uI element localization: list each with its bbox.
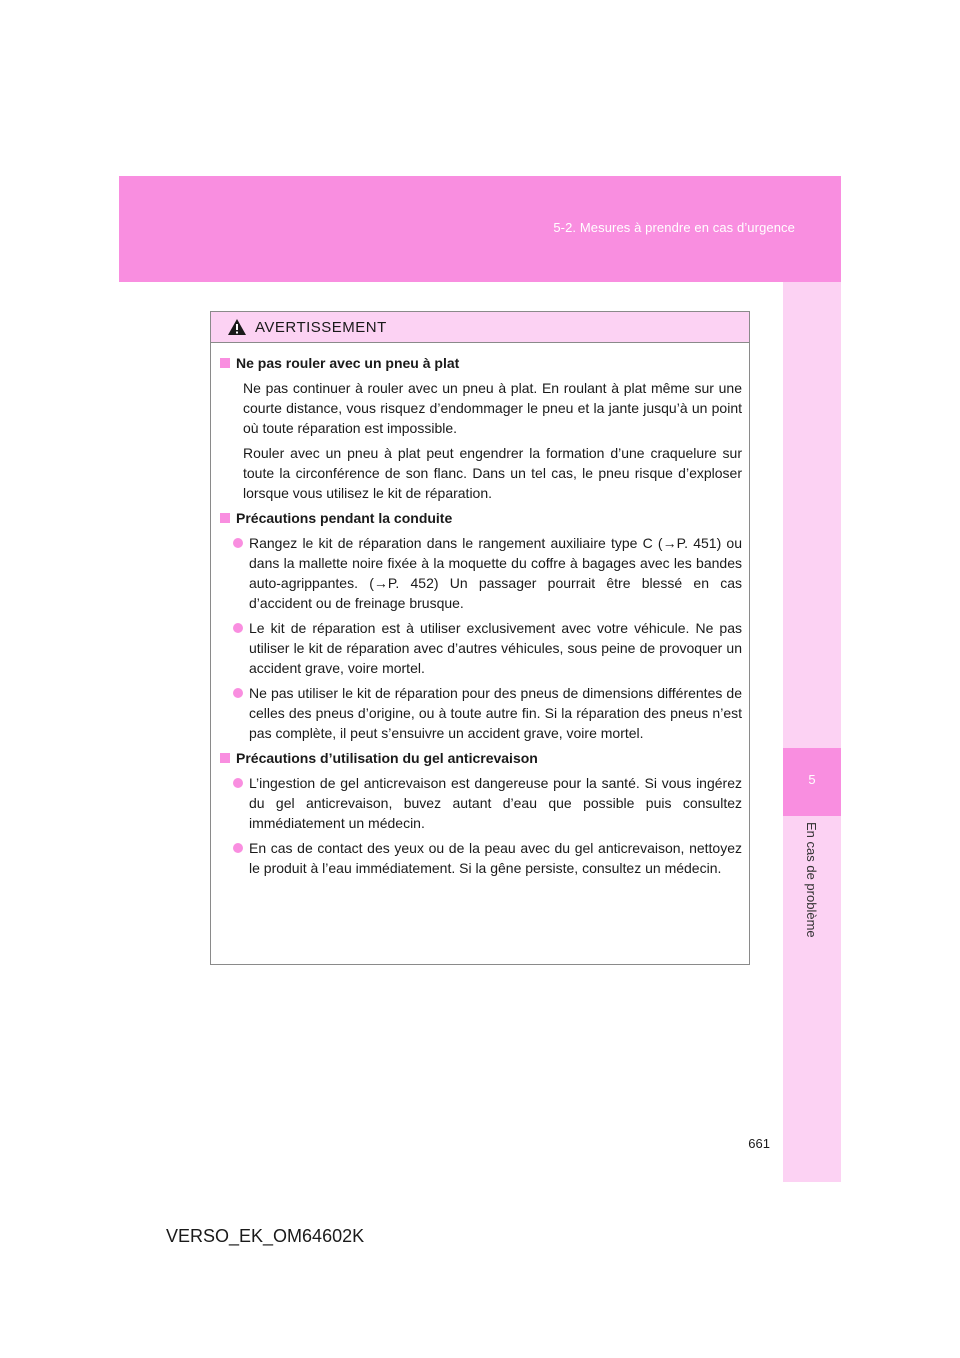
- section-title: 5-2. Mesures à prendre en cas d’urgence: [553, 220, 795, 235]
- chapter-title-text: En cas de problème: [804, 822, 819, 938]
- chapter-tab[interactable]: [783, 748, 841, 816]
- round-bullet-icon: [233, 778, 243, 788]
- section-heading: [220, 353, 742, 373]
- list-item-text: En cas de contact des yeux ou de la peau avec du gel anticrevaison, nettoyez le produit à l’eau immédiatement. Si la gêne persiste, consultez un médecin.: [249, 840, 742, 876]
- list-item-text: Rangez le kit de réparation dans le rangement auxiliaire type C (→P. 451) ou dans la mallette noire fixée à la moquette du coffre à bagages avec les bandes auto-agrippantes. (→P. 452) Un passager pourrait être blessé en cas d’accident ou de freinage brusque.: [249, 535, 742, 611]
- round-bullet-icon: [233, 688, 243, 698]
- side-strip: [783, 282, 841, 1182]
- round-bullet-icon: [233, 538, 243, 548]
- square-bullet-icon: [220, 513, 230, 523]
- page-number: 661: [748, 1136, 770, 1151]
- round-bullet-icon: [233, 623, 243, 633]
- warning-body: [211, 343, 749, 878]
- section-heading-text: Ne pas rouler avec un pneu à plat: [236, 355, 460, 371]
- section-heading: [220, 748, 742, 768]
- warning-triangle-icon: [227, 318, 247, 336]
- chapter-number: 5: [808, 772, 816, 787]
- list-item-text: L’ingestion de gel anticrevaison est dangereuse pour la santé. Si vous ingérez du gel anticrevaison, buvez autant d’eau que possible puis consultez immédiatement un médecin.: [249, 775, 742, 831]
- list-item: [233, 683, 742, 743]
- list-item-text: Le kit de réparation est à utiliser exclusivement avec votre véhicule. Ne pas utiliser le kit de réparation avec d’autres véhicules, sous peine de provoquer un accident grave, voire mortel.: [249, 620, 742, 676]
- square-bullet-icon: [220, 358, 230, 368]
- warning-header: [211, 312, 749, 343]
- list-item-text: Ne pas utiliser le kit de réparation pour des pneus de dimensions différentes de celles des pneus d’origine, ou à toute autre fin. Si la réparation des pneus n’est pas complète, il peut s’ensuivre un accident grave, voire mortel.: [249, 685, 742, 741]
- paragraph: Rouler avec un pneu à plat peut engendrer la formation d’une craquelure sur toute la circonférence de son flanc. Dans un tel cas, le pneu risque d’exploser lorsque vous utilisez le kit de réparation.: [243, 445, 742, 501]
- list-item: [233, 838, 742, 878]
- document-code: VERSO_EK_OM64602K: [166, 1226, 365, 1246]
- section-heading: [220, 508, 742, 528]
- list-item: [233, 533, 742, 613]
- chapter-title: [783, 822, 841, 992]
- warning-box: [210, 311, 750, 965]
- list-item: [233, 618, 742, 678]
- round-bullet-icon: [233, 843, 243, 853]
- section-heading-text: Précautions pendant la conduite: [236, 510, 453, 526]
- paragraph: Ne pas continuer à rouler avec un pneu à plat. En roulant à plat même sur une courte distance, vous risquez d’endommager le pneu et la jante jusqu’à un point où toute réparation est impossible.: [243, 380, 742, 436]
- section-heading-text: Précautions d’utilisation du gel anticrevaison: [236, 750, 538, 766]
- list-item: [233, 773, 742, 833]
- square-bullet-icon: [220, 753, 230, 763]
- header-band: [119, 176, 841, 282]
- warning-title: AVERTISSEMENT: [255, 318, 387, 336]
